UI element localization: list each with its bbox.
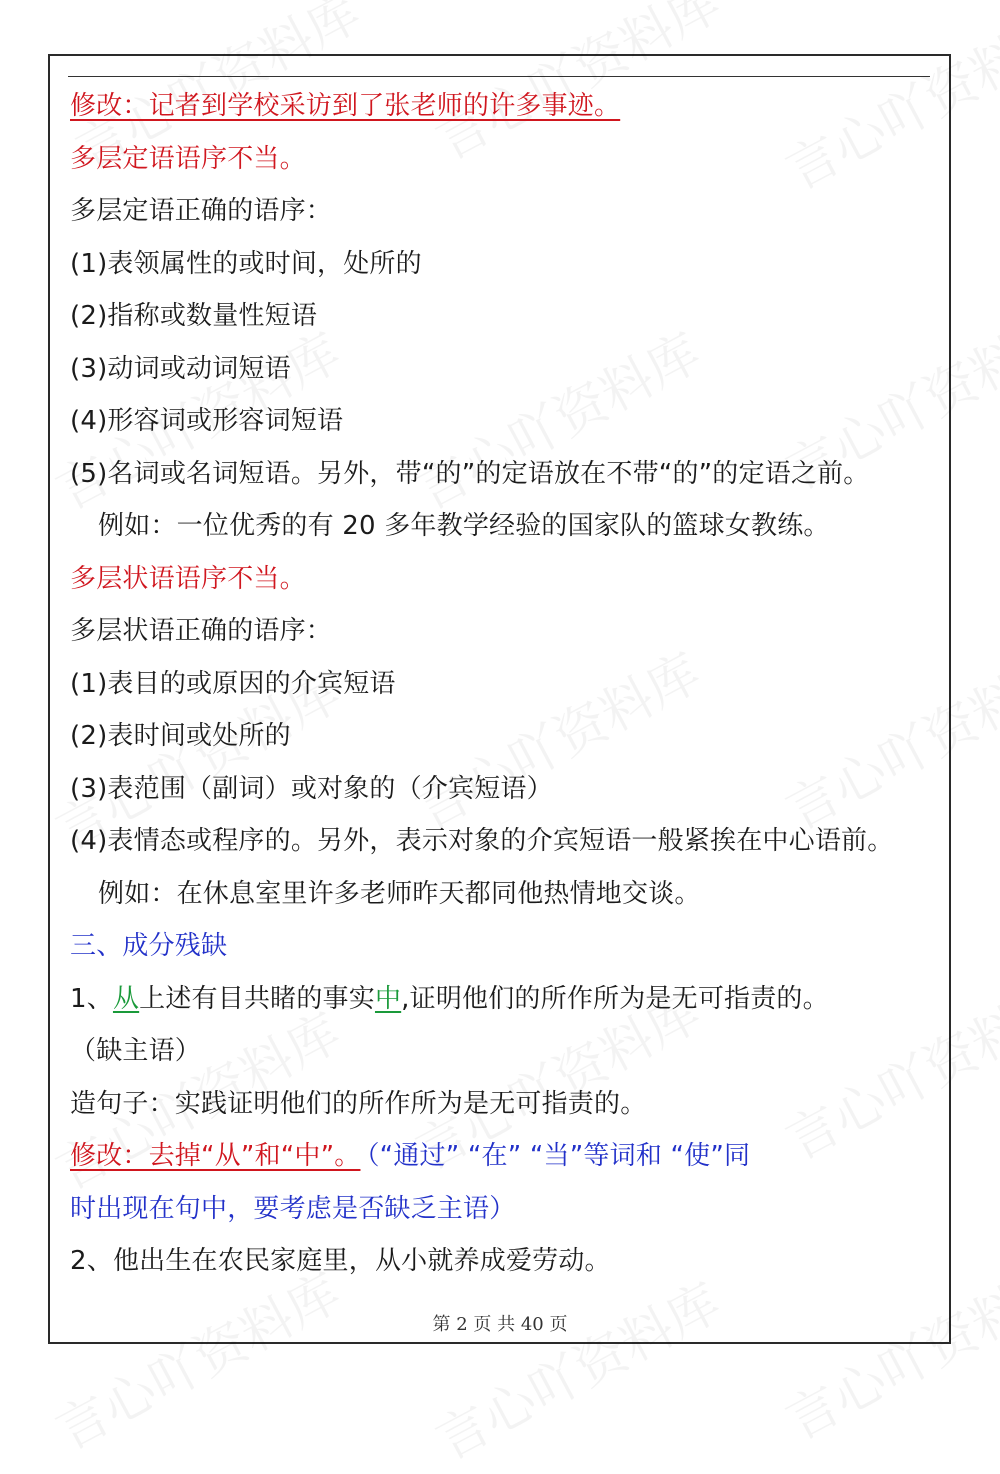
highlight-word: 中 [374,983,402,1014]
example-line: 例如：在休息室里许多老师昨天都同他热情地交谈。 [98,878,701,909]
paragraph: 多层定语正确的语序： [70,196,333,226]
revision-line [70,1130,932,1183]
sentence-text: 上述有目共睹的事实 [139,983,375,1014]
example-sentence [70,973,932,1026]
document-body [70,80,932,1288]
list-item: (1)表目的或原因的介宾短语 [70,668,396,699]
highlight-word: 从 [112,983,140,1014]
paragraph: 造句子：实践证明他们的所作所为是无可指责的。 [70,1088,647,1119]
section-heading: 多层状语语序不当。 [70,563,306,594]
paragraph: （缺主语） [70,1036,202,1066]
page-footer: 第 2 页 共 40 页 [432,1314,568,1335]
sentence-text: ,证明他们的所作所为是无可指责的。 [401,983,829,1014]
paragraph: 多层状语正确的语序： [70,616,333,646]
revision-text: 修改：去掉“从”和“中”。 [70,1141,361,1171]
top-rule [68,76,930,77]
list-item: (2)表时间或处所的 [70,721,291,751]
sentence-number: 1、 [70,983,113,1014]
list-item: (4)形容词或形容词短语 [70,406,344,436]
list-item: (3)动词或动词短语 [70,353,291,384]
example-line: 例如：一位优秀的有 20 多年教学经验的国家队的篮球女教练。 [98,511,830,541]
list-item: (1)表领属性的或时间，处所的 [70,248,422,279]
list-item: (2)指称或数量性短语 [70,301,318,331]
list-item: (4)表情态或程序的。另外，表示对象的介宾短语一般紧挨在中心语前。 [70,826,894,856]
list-item: (3)表范围（副词）或对象的（介宾短语） [70,773,553,804]
note-text: 时出现在句中，要考虑是否缺乏主语） [70,1193,516,1224]
list-item: (5)名词或名词短语。另外，带“的”的定语放在不带“的”的定语之前。 [70,458,870,489]
note-text: （“通过” “在” “当”等词和 “使”同 [366,1141,751,1171]
section-heading: 多层定语语序不当。 [70,143,306,174]
chapter-heading: 三、成分残缺 [70,931,228,961]
example-sentence: 2、他出生在农民家庭里，从小就养成爱劳动。 [70,1246,611,1276]
revision-line: 修改：记者到学校采访到了张老师的许多事迹。 [70,91,621,121]
